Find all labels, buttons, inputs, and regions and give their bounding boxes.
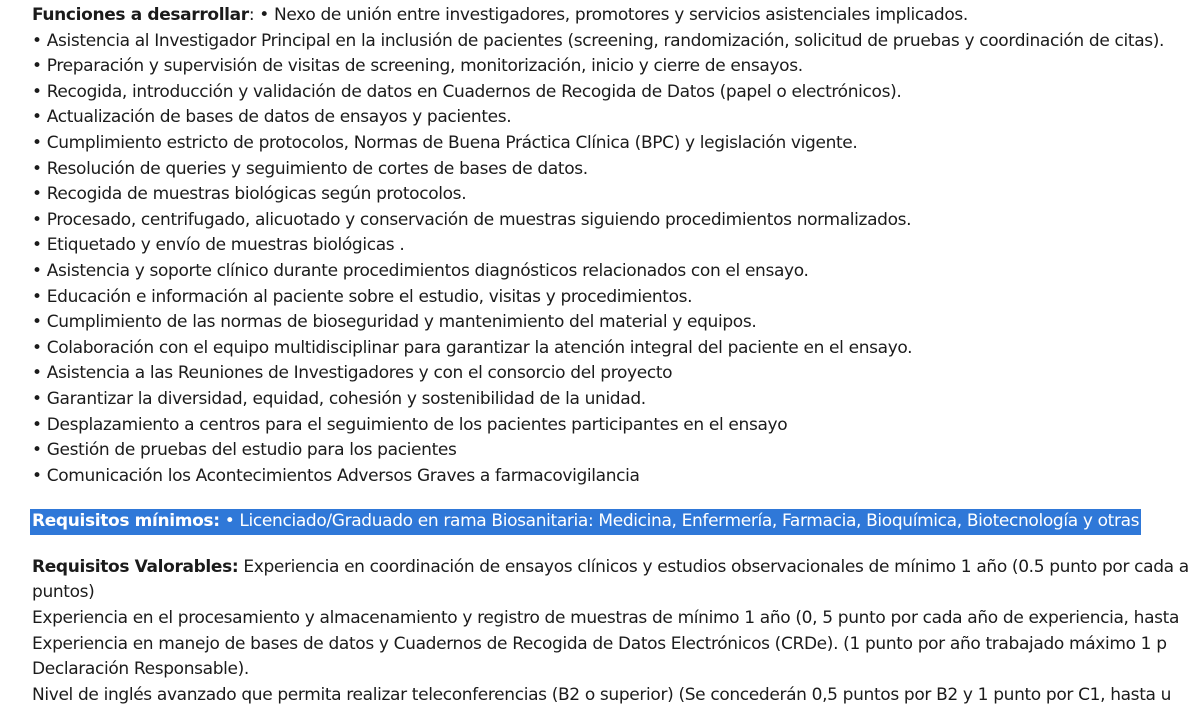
requisitos-valorables-line — [32, 555, 1200, 581]
list-item: • Asistencia al Investigador Principal en la inclusión de pacientes (screening, randomización, solicitud de pruebas y coordinación de citas). — [32, 30, 1165, 51]
list-item: • Cumplimiento de las normas de bioseguridad y mantenimiento del material y equipos. — [32, 312, 757, 333]
list-item: • Asistencia a las Reuniones de Investigadores y con el consorcio del proyecto — [32, 363, 673, 384]
list-item: • Resolución de queries y seguimiento de cortes de bases de datos. — [32, 158, 588, 179]
list-item: • Asistencia y soporte clínico durante procedimientos diagnósticos relacionados con el ensayo. — [32, 260, 809, 281]
requisitos-valorables-heading: Requisitos Valorables: — [32, 556, 239, 577]
funciones-intro-line — [32, 3, 1200, 29]
valorables-line: Experiencia en el procesamiento y almacenamiento y registro de muestras de mínimo 1 año (0, 5 punto por cada año de experiencia, hasta — [32, 608, 1180, 629]
list-item: • Desplazamiento a centros para el seguimiento de los pacientes participantes en el ensayo — [32, 414, 788, 435]
list-item: • Comunicación los Acontecimientos Adversos Graves a farmacovigilancia — [32, 465, 640, 486]
requisitos-minimos-line[interactable] — [32, 509, 1200, 535]
valorables-line: puntos) — [32, 582, 95, 603]
list-item: • Actualización de bases de datos de ensayos y pacientes. — [32, 107, 512, 128]
funciones-intro: • Nexo de unión entre investigadores, promotores y servicios asistenciales implicados. — [259, 5, 968, 25]
list-item: • Colaboración con el equipo multidisciplinar para garantizar la atención integral del paciente en el ensayo. — [32, 337, 913, 358]
paragraph-gap — [32, 489, 1200, 509]
valorables-line: Experiencia en manejo de bases de datos y Cuadernos de Recogida de Datos Electrónicos (CRDe). (1 punto por año trabajado máximo 1 p — [32, 633, 1167, 654]
requisitos-minimos-heading: Requisitos mínimos: — [32, 511, 220, 532]
list-item: • Garantizar la diversidad, equidad, cohesión y sostenibilidad de la unidad. — [32, 388, 646, 409]
list-item: • Procesado, centrifugado, alicuotado y conservación de muestras siguiendo procedimientos normalizados. — [32, 209, 912, 230]
requisitos-valorables-first-text: Experiencia en coordinación de ensayos clínicos y estudios observacionales de mínimo 1 año (0.5 punto por cada a — [243, 556, 1189, 577]
funciones-heading: Funciones a desarrollar — [32, 5, 249, 25]
funciones-colon: : — [248, 5, 260, 25]
requisitos-minimos-text: • Licenciado/Graduado en rama Biosanitaria: Medicina, Enfermería, Farmacia, Bioquímica, Biotecnología y otras — [224, 511, 1140, 532]
valorables-line: Nivel de inglés avanzado que permita realizar teleconferencias (B2 o superior) (Se concederán 0,5 puntos por B2 y 1 punto por C1, hasta u — [32, 684, 1172, 705]
list-item: • Recogida, introducción y validación de datos en Cuadernos de Recogida de Datos (papel o electrónicos). — [32, 81, 902, 102]
list-item: • Gestión de pruebas del estudio para los pacientes — [32, 440, 457, 461]
text-selection-highlight[interactable] — [30, 509, 1141, 535]
paragraph-gap — [32, 535, 1200, 555]
list-item: • Recogida de muestras biológicas según protocolos. — [32, 184, 467, 205]
list-item: • Cumplimiento estricto de protocolos, Normas de Buena Práctica Clínica (BPC) y legislación vigente. — [32, 132, 858, 153]
list-item: • Etiquetado y envío de muestras biológicas . — [32, 235, 405, 256]
list-item: • Educación e información al paciente sobre el estudio, visitas y procedimientos. — [32, 286, 693, 307]
valorables-line: Declaración Responsable). — [32, 659, 249, 680]
list-item: • Preparación y supervisión de visitas de screening, monitorización, inicio y cierre de ensayos. — [32, 56, 803, 77]
